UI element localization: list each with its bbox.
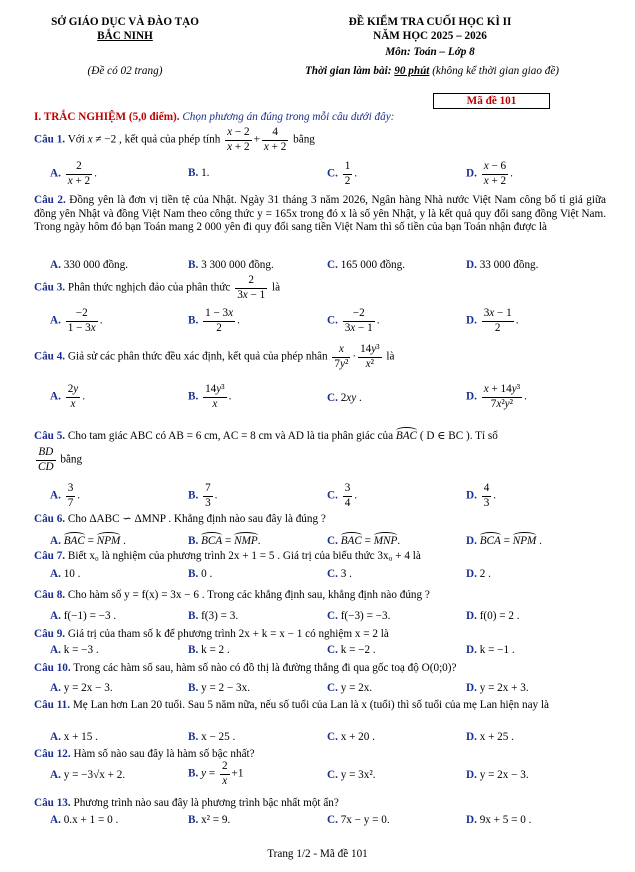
question-label: Câu 5. — [34, 430, 66, 442]
option-b: B. k = 2 . — [188, 644, 230, 656]
option-a: A. $\frac{2y}{x}$ . — [50, 383, 86, 410]
option-letter: D. — [466, 682, 477, 694]
option-d: D. 33 000 đồng. — [466, 259, 539, 271]
option-letter: A. — [50, 769, 61, 781]
page-count-note: (Đề có 02 trang) — [87, 65, 163, 77]
option-letter: B. — [188, 682, 199, 694]
option-letter: A. — [50, 568, 61, 580]
option-c: C. 2xy . — [327, 392, 362, 404]
question-text: Giá trị của tham số k để phương trình 2x + k = x − 1 có nghiệm x = 2 là — [67, 628, 389, 640]
time-value: 90 phút — [394, 65, 430, 77]
question-label: Câu 13. — [34, 797, 71, 809]
option-letter: C. — [327, 814, 338, 826]
option-d: D. $\frac{x - 6}{x + 2}$ . — [466, 160, 513, 187]
option-b: B. x² = 9. — [188, 814, 231, 826]
option-letter: D. — [466, 568, 477, 580]
question-text: là — [386, 350, 395, 363]
question-label: Câu 8. — [34, 589, 66, 601]
section-instruction: Chọn phương án đúng trong mỗi câu dưới đây: — [182, 111, 395, 123]
option-letter: C. — [327, 682, 338, 694]
option-letter: D. — [466, 259, 477, 271]
option-a: A. 330 000 đồng. — [50, 259, 129, 271]
question-label: Câu 12. — [34, 748, 71, 760]
question-text: Với — [67, 133, 85, 146]
option-a: A. x + 15 . — [50, 731, 98, 743]
option-letter: D. — [466, 814, 477, 826]
option-letter: A. — [50, 644, 61, 656]
option-b: B. $\frac{1 - 3x}{2}$ . — [188, 307, 240, 334]
question-11 — [34, 699, 606, 713]
option-a: A. y = −3√x + 2. — [50, 769, 126, 781]
option-a: A. 0.x + 1 = 0 . — [50, 814, 119, 826]
question-8 — [34, 589, 606, 603]
option-c: C. y = 2x. — [327, 682, 373, 694]
option-a: A. $\frac{2}{x + 2}$ . — [50, 160, 97, 187]
option-letter: B. — [188, 644, 199, 656]
question-text: là — [272, 281, 281, 294]
option-letter: A. — [50, 731, 61, 743]
question-label: Câu 4. — [34, 350, 66, 363]
option-letter: D. — [466, 644, 477, 656]
question-text: Trong các hàm số sau, hàm số nào có đồ thị là đường thẳng đi qua gốc toạ độ O(0;0)? — [73, 662, 457, 674]
question-label: Câu 7. — [34, 550, 66, 562]
question-text: Cho hàm số y = f(x) = 3x − 6 . Trong các khẳng định sau, khẳng định nào đúng ? — [67, 589, 430, 601]
subject: Môn: Toán – Lớp 8 — [385, 46, 475, 58]
option-c: C. 3 . — [327, 568, 352, 580]
question-text: Cho tam giác ABC có AB = 6 cm, AC = 8 cm và AD là tia phân giác của — [67, 430, 394, 442]
question-13 — [34, 797, 606, 811]
option-letter: A. — [50, 682, 61, 694]
option-letter: D. — [466, 610, 477, 622]
question-text: Phương trình nào sau đây là phương trình bậc nhất một ẩn? — [73, 797, 339, 809]
option-a: A. k = −3 . — [50, 644, 99, 656]
issuer: SỞ GIÁO DỤC VÀ ĐÀO TẠO — [51, 16, 199, 28]
option-b: B. f(3) = 3. — [188, 610, 239, 622]
option-b: B. $\frac{7}{3}$ . — [188, 482, 218, 509]
option-c: C. $\frac{3}{4}$ . — [327, 482, 358, 509]
option-letter: C. — [327, 731, 338, 743]
option-c: C. $\frac{-2}{3x - 1}$ . — [327, 307, 380, 334]
question-label: Câu 9. — [34, 628, 66, 640]
question-6 — [34, 513, 606, 527]
question-text: Cho ΔABC ∽ ΔMNP . Khẳng định nào sau đây là đúng ? — [67, 513, 326, 525]
option-a: A. BAC = NPM . — [50, 532, 126, 549]
option-letter: D. — [466, 731, 477, 743]
option-b: B. 3 300 000 đồng. — [188, 259, 274, 271]
option-letter: B. — [188, 259, 199, 271]
question-5: Câu 5. Cho tam giác ABC có AB = 6 cm, AC = 8 cm và AD là tia phân giác của BAC ( D ∈ BC ). Tỉ số — [34, 427, 606, 444]
option-letter: B. — [188, 731, 199, 743]
question-text: Mẹ Lan hơn Lan 20 tuổi. Sau 5 năm nữa, nếu số tuổi của Lan là x (tuổi) thì số tuổi của mẹ Lan hiện nay là — [72, 699, 550, 711]
question-5-ratio: $\frac{BD}{CD}$ bằng — [38, 446, 83, 473]
question-label: Câu 1. — [34, 133, 66, 146]
page-footer: Trang 1/2 - Mã đề 101 — [267, 848, 368, 860]
option-d: D. $\frac{3x - 1}{2}$ . — [466, 307, 519, 334]
option-letter: D. — [466, 769, 477, 781]
option-c: C. y = 3x². — [327, 769, 376, 781]
option-d: D. k = −1 . — [466, 644, 515, 656]
section-title: I. TRẮC NGHIỆM (5,0 điểm). — [34, 111, 180, 123]
question-text: bằng — [293, 133, 315, 146]
question-label: Câu 3. — [34, 281, 66, 294]
question-9 — [34, 628, 606, 642]
question-4: Câu 4. Giả sử các phân thức đều xác định, kết quả của phép nhân $\frac{x}{\text{7y²}}$ · $\frac{\text{14y³}}{\text{x²}}$ là — [34, 343, 395, 370]
option-letter: C. — [327, 644, 338, 656]
option-a: A. $\frac{3}{7}$ . — [50, 482, 81, 509]
question-2 — [34, 194, 606, 235]
question-text: ( D ∈ BC ). Tỉ số — [419, 430, 498, 442]
time-label: Thời gian làm bài: — [304, 65, 392, 77]
option-letter: C. — [327, 610, 338, 622]
option-a: A. 10 . — [50, 568, 81, 580]
option-b: B. x − 25 . — [188, 731, 236, 743]
question-label: Câu 10. — [34, 662, 71, 674]
option-b: B. y = 2 − 3x. — [188, 682, 251, 694]
option-c: C. k = −2 . — [327, 644, 376, 656]
time-line — [252, 65, 612, 79]
option-letter: B. — [188, 568, 199, 580]
option-letter: C. — [327, 769, 338, 781]
question-text: Hàm số nào sau đây là hàm số bậc nhất? — [73, 748, 255, 760]
question-text: Đồng yên là đơn vị tiền tệ của Nhật. Ngày 31 tháng 3 năm 2026, Ngân hàng Nhà nước Việt Nam công bố tỉ giá giữa đồng yên Nhật và đồng Việt Nam theo công thức y = 165x trong đó x là số yên Nhật, y là kết quả quy đổi sang đồng Việt Nam. Trong ngày hôm đó bạn Toán mang 2 000 yên đi quy đổi sang tiền Việt Nam thì số tiền của bạn Toán nhận được là — [34, 194, 607, 234]
option-b: B. y = $\frac{2}{x}$ +1 — [188, 760, 244, 787]
option-c: C. 165 000 đồng. — [327, 259, 406, 271]
question-7 — [34, 550, 606, 564]
option-c: C. $\frac{1}{2}$ . — [327, 160, 358, 187]
question-3: Câu 3. Phân thức nghịch đảo của phân thức $\frac{2}{3x - 1}$ là — [34, 274, 281, 301]
option-b: B. $\frac{\text{14y³}}{x}$ . — [188, 383, 232, 410]
question-10 — [34, 662, 606, 676]
section-heading — [34, 111, 606, 125]
option-d: D. y = 2x − 3. — [466, 769, 529, 781]
time-note: (không kể thời gian giao đề) — [432, 65, 560, 77]
option-letter: C. — [327, 568, 338, 580]
question-label: Câu 11. — [34, 699, 71, 711]
option-d: D. x + 25 . — [466, 731, 514, 743]
option-c: C. f(−3) = −3. — [327, 610, 391, 622]
option-c: C. BAC = MNP. — [327, 532, 400, 549]
option-b: B. BCA = NMP. — [188, 532, 261, 549]
option-letter: B. — [188, 610, 199, 622]
option-letter: A. — [50, 814, 61, 826]
province: BẮC NINH — [97, 30, 153, 42]
question-label: Câu 6. — [34, 513, 66, 525]
option-b: B. 1. — [188, 167, 210, 179]
option-d: D. f(0) = 2 . — [466, 610, 520, 622]
option-d: D. 9x + 5 = 0 . — [466, 814, 532, 826]
option-a: A. y = 2x − 3. — [50, 682, 113, 694]
question-text: Biết x₀ là nghiệm của phương trình 2x + 1 = 5 . Giá trị của biểu thức 3x₀ + 4 là — [67, 550, 421, 562]
option-c: C. x + 20 . — [327, 731, 375, 743]
option-letter: B. — [188, 814, 199, 826]
option-d: D. $\frac{4}{3}$ . — [466, 482, 497, 509]
question-text: , kết quả của phép tính — [119, 133, 221, 146]
option-d: D. y = 2x + 3. — [466, 682, 529, 694]
option-d: D. $\frac{\text{x + 14y³}}{\text{7x²y²}}$ . — [466, 383, 527, 410]
question-text: Phân thức nghịch đảo của phân thức — [67, 281, 231, 294]
school-year: NĂM HỌC 2025 – 2026 — [373, 30, 487, 42]
option-d: D. BCA = NPM . — [466, 532, 542, 549]
option-letter: A. — [50, 259, 61, 271]
exam-code-box: Mã đề 101 — [433, 93, 550, 109]
option-d: D. 2 . — [466, 568, 491, 580]
question-text: Giả sử các phân thức đều xác định, kết quả của phép nhân — [67, 350, 328, 363]
option-letter: C. — [327, 259, 338, 271]
option-a: A. f(−1) = −3 . — [50, 610, 117, 622]
question-12 — [34, 748, 606, 762]
question-1: Câu 1. Với x ≠ −2 , kết quả của phép tính $\frac{x - 2}{x + 2}$ + $\frac{4}{x + 2}$ bằng — [34, 126, 315, 153]
option-letter: A. — [50, 610, 61, 622]
option-a: A. $\frac{-2}{1 - 3x}$ . — [50, 307, 103, 334]
option-b: B. 0 . — [188, 568, 213, 580]
exam-title: ĐỀ KIỂM TRA CUỐI HỌC KÌ II — [348, 16, 512, 28]
question-label: Câu 2. — [34, 194, 66, 206]
option-c: C. 7x − y = 0. — [327, 814, 390, 826]
